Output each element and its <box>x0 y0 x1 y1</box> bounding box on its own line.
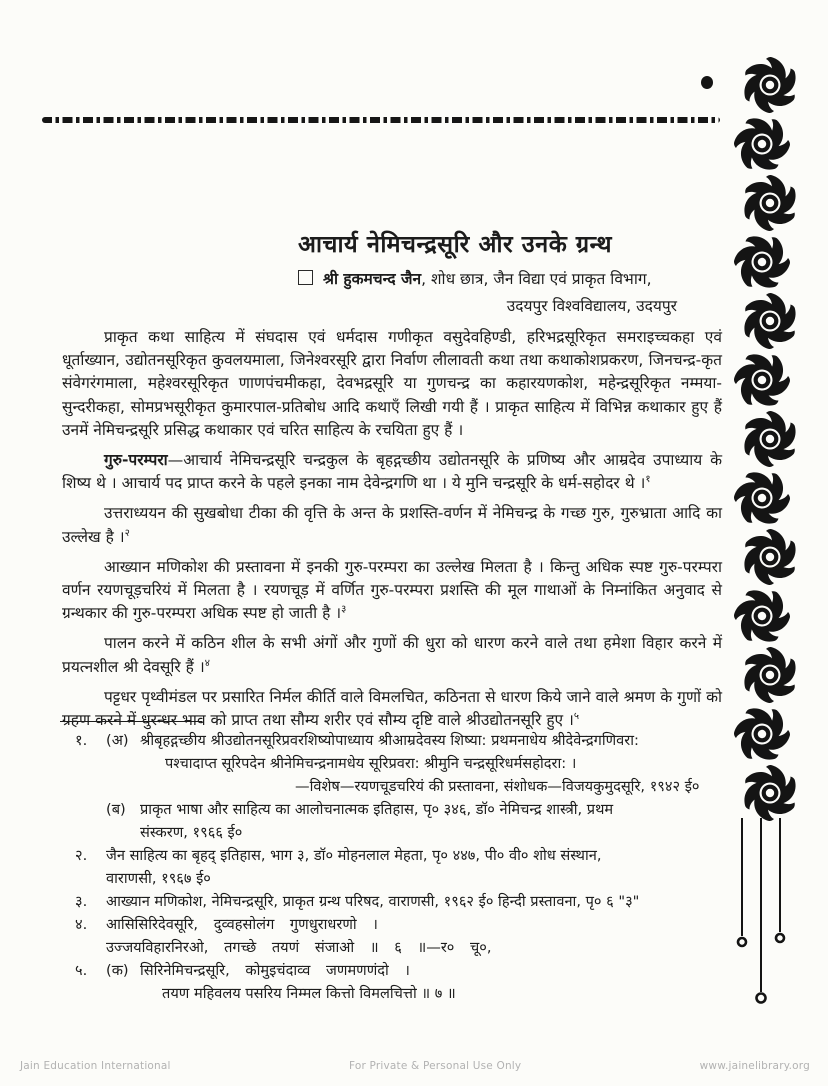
footnote-4 <box>62 913 734 959</box>
footnote-text: उज्जयविहारनिरओ, तगच्छे तयणं संजाओ ॥ ६ ॥—र० चू०, <box>106 939 492 956</box>
dash-dot-rule-ornament <box>42 117 720 123</box>
footnote-text: तयण महिवलय पसरिय निम्मल कित्तो विमलचित्तो ॥ ७ ॥ <box>162 985 456 1002</box>
header-block <box>298 228 724 317</box>
footnote-marker: ४. <box>75 916 88 933</box>
body-paragraph-6 <box>62 686 722 732</box>
footnote-2 <box>62 844 734 890</box>
footnote-ref-4: ४ <box>204 657 210 669</box>
footnote-1 <box>62 729 734 844</box>
page-title: आचार्य नेमिचन्द्रसूरि और उनके ग्रन्थ <box>298 230 612 258</box>
footnote-marker: २. <box>75 847 88 864</box>
footnote-3 <box>62 890 734 913</box>
footnote-text: आसिसिरिदेवसूरि, दुव्वहसोलंग गुणधुराधरणो । <box>106 916 378 933</box>
paragraph-text: आख्यान मणिकोश की प्रस्तावना में इनकी गुरु-परम्परा का उल्लेख मिलता है । किन्तु अधिक स्पष्ट गुरु-परम्परा वर्णन रयणचूड़चरियं में मिलता है । रयणचूड़ में वर्णित गुरु-परम्परा प्रशस्ति की मूल गाथाओं के निम्नांकित अनुवाद से ग्रन्थकार की गुरु-परम्परा अधिक स्पष्ट हो जाती है । <box>62 557 722 623</box>
footnote-text: पश्चादाप्त सूरिपदेन श्रीनेमिचन्द्रनामधेय सूरिप्रवरा: श्रीमुनि चन्द्रसूरिधर्मसहोदरा: । <box>165 755 577 772</box>
footnote-sub-marker: (ब) <box>106 801 126 818</box>
body-paragraph-3 <box>62 502 722 548</box>
footnote-text: सिरिनेमिचन्द्रसूरि, कोमुइचंदाव्व जणमणणंदो । <box>140 962 410 979</box>
footnote-separator <box>60 721 202 722</box>
body-paragraph-5 <box>62 632 722 678</box>
body-paragraph-4 <box>62 556 722 626</box>
paragraph-lead: गुरु-परम्परा <box>104 451 168 470</box>
paragraph-text: —आचार्य नेमिचन्द्रसूरि चन्द्रकुल के बृहद्गच्छीय उद्योतनसूरि के प्रणिष्य और आम्रदेव उपाध्याय के शिष्य थे । आचार्य पद प्राप्त करने के पहले इनका नाम देवेन्द्रगणि था । ये मुनि चन्द्रसूरि के धर्म-सहोदर थे । <box>62 451 722 493</box>
author-affiliation: उदयपुर विश्वविद्यालय, उदयपुर <box>506 297 677 315</box>
paragraph-text: पालन करने में कठिन शील के सभी अंगों और गुणों की धुरा को धारण करने वाले तथा हमेशा विहार करने में प्रयत्नशील श्री देवसूरि हैं । <box>62 634 723 676</box>
footnote-marker: ३. <box>75 893 88 910</box>
footnote-text: प्राकृत भाषा और साहित्य का आलोचनात्मक इतिहास, पृ० ३४६, डॉ० नेमिचन्द्र शास्त्री, प्रथम <box>140 801 614 818</box>
footnote-text: वाराणसी, १९६७ ई० <box>106 870 211 887</box>
footnote-ref-2: २ <box>124 527 130 539</box>
paragraph-text: पट्टधर पृथ्वीमंडल पर प्रसारित निर्मल कीर्ति वाले विमलचित, कठिनता से धारण किये जाने वाले श्रमण के गुणों को ग्रहण करने में धुरन्धर भाव को प्राप्त तथा सौम्य शरीर एवं सौम्य दृष्टि वाले श्रीउद्योतनसूरि हुए । <box>62 687 722 730</box>
footnote-sub-marker: (अ) <box>106 732 129 749</box>
open-square-checkbox-icon <box>298 270 313 285</box>
bullet-dot-icon <box>701 76 713 89</box>
page-footer <box>0 1060 828 1072</box>
footnote-marker: १. <box>75 732 88 749</box>
footer-left: Jain Education International <box>20 1060 171 1072</box>
paragraph-text: प्राकृत कथा साहित्य में संघदास एवं धर्मदास गणीकृत वसुदेवहिण्डी, हरिभद्रसूरिकृत समराइच्चकहा एवं धूर्ताख्यान, उद्योतनसूरिकृत कुवलयमाला, जिनेश्वरसूरि द्वारा निर्वाण लीलावती कथा तथा कथाकोशप्रकरण, जिनचन्द्र-कृत संवेगरंगमाला, महेश्वरसूरिकृत णाणपंचमीकहा, देवभद्रसूरि या गुणचन्द्र का कहारयणकोश, महेन्द्रसूरिकृत नम्मया-सुन्दरीकहा, सोमप्रभसूरीकृत कुमारपाल-प्रतिबोध आदि कथाएँ लिखी गयी हैं । प्राकृत साहित्य में विभिन्न कथाकार हुए हैं उनमें नेमिचन्द्रसूरि प्रसिद्ध कथाकार एवं चरित साहित्य के रचयिता हुए हैं । <box>62 328 722 439</box>
paragraph-text: उत्तराध्ययन की सुखबोधा टीका की वृत्ति के अन्त के प्रशस्ति-वर्णन में नेमिचन्द्र के गच्छ गुरु, गुरुभ्राता आदि का उल्लेख है । <box>62 504 722 546</box>
footer-right: www.jainelibrary.org <box>699 1060 810 1072</box>
footnote-marker: ५. <box>75 962 88 979</box>
footer-center: For Private & Personal Use Only <box>348 1060 522 1072</box>
footnote-text: —विशेष—रयणचूडचरियं की प्रस्तावना, संशोधक—विजयकुमुदसूरि, १९४२ ई० <box>295 778 700 795</box>
article-body <box>62 326 722 739</box>
body-paragraph-1 <box>62 326 722 442</box>
footnote-text: श्रीबृहद्गच्छीय श्रीउद्योतनसूरिप्रवरशिष्योपाध्याय श्रीआम्रदेवस्य शिष्या: प्रथमनाधेय श्रीदेवेन्द्रगणिवरा: <box>140 732 639 749</box>
footnote-text: आख्यान मणिकोश, नेमिचन्द्रसूरि, प्राकृत ग्रन्थ परिषद, वाराणसी, १९६२ ई० हिन्दी प्रस्तावना, पृ० ६ "३" <box>106 893 640 910</box>
footnote-ref-1: १ <box>645 474 651 486</box>
footnotes-block <box>62 729 734 1005</box>
footnote-text: संस्करण, १९६६ ई० <box>140 824 243 841</box>
footnote-text: जैन साहित्य का बृहद् इतिहास, भाग ३, डॉ० मोहनलाल मेहता, पृ० ४४७, पी० वी० शोध संस्थान, <box>106 847 602 864</box>
body-paragraph-2 <box>62 449 722 495</box>
author-name: श्री हुकमचन्द जैन <box>323 270 422 288</box>
footnote-sub-marker: (क) <box>106 962 129 979</box>
footnote-ref-5: ५ <box>573 711 580 723</box>
footnote-ref-3: ३ <box>341 604 347 616</box>
footnote-5 <box>62 959 734 1005</box>
author-details: , शोध छात्र, जैन विद्या एवं प्राकृत विभाग, <box>421 270 652 288</box>
byline <box>298 268 724 290</box>
tassel-lines <box>738 818 784 1003</box>
